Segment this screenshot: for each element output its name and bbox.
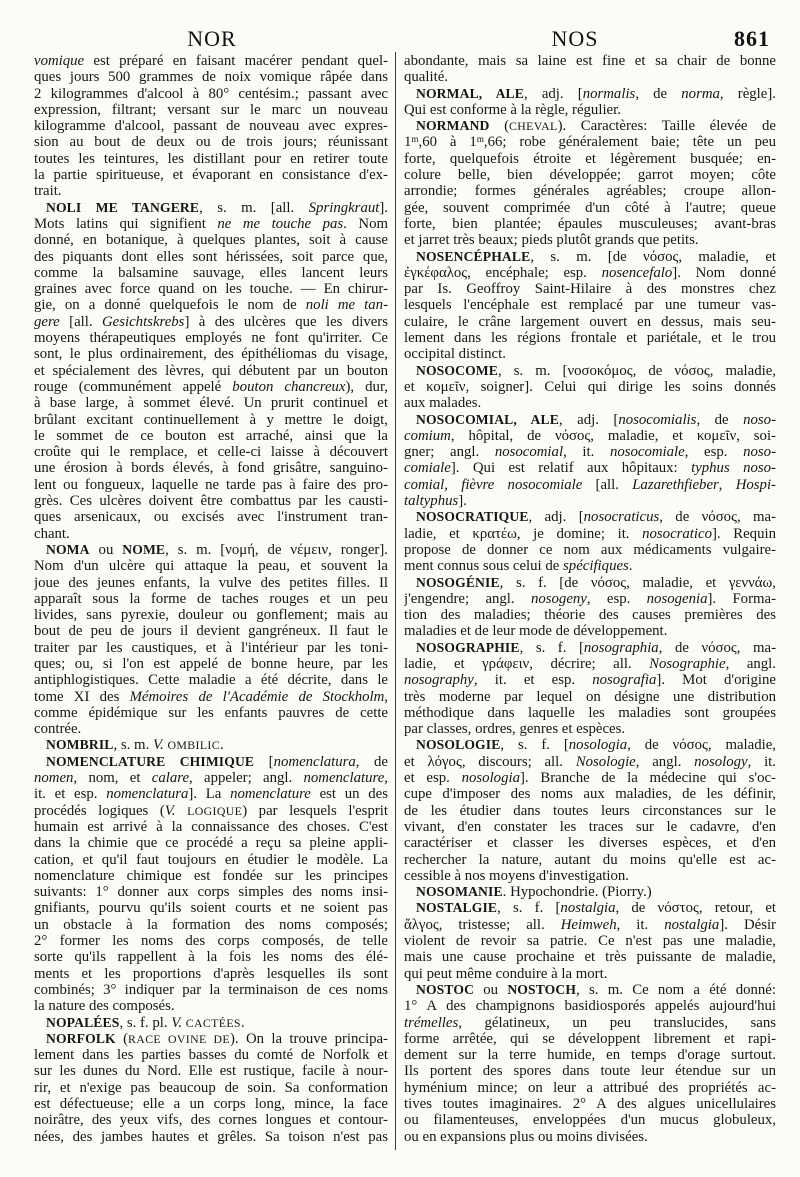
text-line: des piquants dont elles sont hérissées, soit parce que, — [34, 248, 388, 265]
text-line: cessible à nos moyens d'investigation. — [404, 867, 629, 884]
text-line: lesquels l'encéphale est remplacé par une tumeur vas- — [404, 297, 776, 314]
headword: NOSTALGIE — [416, 900, 498, 916]
headword: NORMAL, ALE — [416, 85, 524, 101]
italic-text: comium — [404, 427, 451, 444]
italic-text: V. — [152, 737, 164, 754]
text-line: est défectueuse; elle a un corps long, mince, la face — [34, 1096, 388, 1112]
text-line: mais une cause prochaine et très puissante de maladie, — [404, 949, 776, 966]
left-column — [34, 53, 388, 1145]
italic-text: nostalgia — [664, 916, 720, 933]
text-line: le sommet de ce bouton est arraché, ainsi que la — [34, 427, 388, 444]
text-line: NORMAND (CHEVAL). Caractères: Taille élevée de — [416, 118, 776, 135]
italic-text: vomique — [34, 53, 85, 69]
headword: NOSTOCH — [507, 981, 577, 997]
text-line: NOSENCÉPHALE, s. m. [de νόσος, maladie, et — [416, 248, 776, 265]
dictionary-entry — [404, 900, 776, 981]
text-line: gnifiants, pourvu qu'ils soient courts et ne soient pas — [34, 900, 388, 917]
text-line: NOLI ME TANGERE, s. m. [all. Springkraut]. — [46, 199, 388, 216]
small-caps-text: LOGIQUE — [187, 803, 243, 818]
text-line: toutes les teintures, les distillant pour en retirer toute — [34, 150, 388, 167]
text-line: gie, on a donné quelquefois le nom de noli me tan- — [34, 297, 388, 314]
text-line: graines avec force quand on les touche. — En chirur- — [34, 281, 388, 298]
italic-text: nosocomialis — [618, 411, 697, 428]
headword: NORFOLK — [46, 1030, 116, 1046]
text-line: grès. Ces ulcères doivent être combattus par les causti- — [34, 493, 388, 510]
italic-text: V. — [171, 1014, 183, 1031]
italic-text: trémelles — [404, 1014, 459, 1031]
text-line: abondante, mais sa laine est fine et sa chair de bonne — [404, 53, 776, 69]
text-line: de les étudier dans toutes leurs circonstances sur le — [404, 802, 776, 819]
dictionary-entry — [404, 737, 776, 884]
text-line: ou en expansions plus ou moins divisées. — [404, 1128, 648, 1145]
running-head-right: NOS — [551, 26, 599, 51]
continued-entry — [404, 53, 776, 86]
italic-text: Heimweh — [560, 916, 617, 933]
text-line: comme épidémique sur les enfants pauvres de cette — [34, 704, 388, 721]
text-line: gner; angl. nosocomial, it. nosocomiale, esp. noso- — [404, 444, 776, 461]
text-line: croûte qui le remplace, et celle-ci laisse à découvert — [34, 444, 388, 461]
text-line: j'engendre; angl. nosogeny, esp. nosogenia]. Forma- — [404, 590, 776, 607]
headword: NOSOCRATIQUE — [416, 509, 529, 525]
dictionary-entry — [34, 1031, 388, 1145]
headword: NOSOCOMIAL, ALE — [416, 411, 559, 427]
dictionary-entry — [404, 412, 776, 510]
headword: NOSOLOGIE — [416, 737, 501, 753]
text-line: colure belle, bien développée; garrot moyen; côte — [404, 167, 776, 184]
italic-text: nomenclatura — [273, 753, 356, 770]
text-line: une érosion à bords élevés, à fond grisâtre, sanguino- — [34, 460, 388, 477]
small-caps-text: CACTÉES — [185, 1015, 241, 1030]
text-line: NOSOCOMIAL, ALE, adj. [nosocomialis, de noso- — [416, 411, 776, 428]
text-line: par classes, ordres, genres et espèces. — [404, 721, 626, 738]
text-line: et λόγος, discours; all. Nosologie, angl. nosology, it. — [404, 753, 776, 770]
column-divider — [395, 52, 396, 1150]
text-line: ladie, et γράφειν, décrire; all. Nosographie, angl. — [404, 655, 776, 672]
text-line: comium, hôpital, de νόσος, maladie, et κομεῖν, soi- — [404, 427, 776, 444]
dictionary-entry — [404, 363, 776, 412]
text-line: aux malades. — [404, 395, 482, 412]
italic-text: nosographia — [583, 639, 659, 656]
small-caps-text: OMBILIC — [167, 738, 220, 753]
text-line: rouge (communément appelé bouton chancreux), dur, — [34, 378, 388, 395]
text-line: NOSOCOME, s. m. [νοσοκόμος, de νόσος, maladie, — [416, 362, 776, 379]
italic-text: gere — [34, 313, 60, 330]
text-line: taltyphus]. — [404, 493, 467, 510]
text-line: lent ou fongueux, laquelle ne tarde pas à faire des pro- — [34, 476, 388, 493]
italic-text: fièvre nosocomiale — [461, 476, 583, 493]
dictionary-entry — [404, 982, 776, 1145]
dictionary-entry — [34, 754, 388, 1015]
text-line: rechercher la nature, autant du moins qu'elle est ac- — [404, 851, 776, 868]
headword: NOLI ME TANGERE — [46, 199, 200, 215]
text-line: forme arrêtée, qui se développent librement et rapi- — [404, 1030, 776, 1047]
italic-text: nomenclature — [303, 770, 385, 787]
text-line: gée, souvent comprimée d'un côté à l'autre; queue — [404, 199, 776, 216]
text-line: sion au bout de deux ou de trois jours; réunissant — [34, 134, 388, 151]
text-line: la nature des composés. — [34, 998, 175, 1015]
text-line: ἐγκέφαλος, encéphale; esp. nosencefalo]. Nom donné — [404, 264, 776, 281]
text-line: apparaît sous la forme de taches rouges et un peu — [34, 590, 388, 607]
italic-text: nosencefalo — [601, 264, 673, 281]
text-line: nomen, nom, et calare, appeler; angl. nomenclature, — [34, 770, 388, 787]
text-line: Ils portent des spores dans toute leur étendue sur un — [404, 1063, 776, 1080]
text-line: kilogramme d'alcool, passant de nouveau avec expres- — [34, 118, 388, 135]
text-line: trémelles, gélatineux, un peu translucides, sans — [404, 1014, 776, 1031]
italic-text: nosografia — [592, 672, 657, 689]
text-line: et spécialement des lèvres, qui débutent par un bouton — [34, 362, 388, 379]
italic-text: noso- — [743, 444, 776, 461]
italic-text: nomen — [34, 770, 74, 787]
small-caps-text: RACE OVINE DE — [128, 1031, 230, 1046]
text-line: dans la chimie que ce procédé a reçu sa pleine appli- — [34, 835, 388, 852]
italic-text: V. — [164, 802, 176, 819]
text-line: combinés; 3° indiquer par la terminaison de ces noms — [34, 981, 388, 998]
italic-text: Mémoires de l'Académie de Stockholm — [129, 688, 385, 705]
dictionary-entry — [404, 509, 776, 574]
text-line: ladie, et κρατέω, je domine; it. nosocratico]. Requin — [404, 525, 776, 542]
text-line: comial, fièvre nosocomiale [all. Lazarethfieber, Hospi- — [404, 476, 776, 493]
italic-text: nosocomiale — [609, 444, 685, 461]
italic-text: nomenclatura — [106, 786, 189, 803]
text-line: propose de donner ce nom aux médicaments vulgaire- — [404, 541, 776, 558]
text-line: 2° former les noms des corps composés, de telle — [34, 933, 388, 950]
italic-text: nosogeny — [530, 590, 587, 607]
text-line: ou filamenteuses, enveloppées d'un mucus globuleux, — [404, 1112, 776, 1129]
text-line: procédés logiques (V. LOGIQUE) par lesquels l'esprit — [34, 802, 388, 819]
italic-text: nostalgia — [560, 900, 616, 917]
text-line: 1$^m$,60 à 1$^m$,66; robe généralement baie; tête un peu — [404, 133, 776, 151]
text-line: cation, et qu'il faut toujours en étudier le modèle. La — [34, 851, 388, 868]
text-line: NOSOCRATIQUE, adj. [nosocraticus, de νόσος, ma- — [416, 509, 776, 526]
italic-text: Hospi- — [735, 476, 776, 493]
text-line: sorte qu'ils rappellent à la fois les noms des élé- — [34, 949, 388, 966]
text-line: gere [all. Gesichtskrebs] à des ulcères que les divers — [34, 313, 388, 330]
italic-text: nosography — [404, 672, 474, 689]
headword: NOSENCÉPHALE — [416, 248, 531, 264]
headword: NOME — [122, 541, 166, 557]
text-line: occipital distinct. — [404, 346, 506, 363]
text-line: méthodique dans laquelle les maladies sont groupées — [404, 704, 776, 721]
text-line: rir, et n'exige pas beaucoup de soin. Sa conformation — [34, 1079, 388, 1096]
text-line: nées, des jambes hautes et grêles. Sa toison n'est pas — [34, 1128, 388, 1145]
text-line: comme la balsamine sauvage, elles lancent leurs — [34, 264, 388, 281]
text-line: chant. — [34, 525, 70, 542]
italic-text: Nosologie — [575, 753, 636, 770]
italic-text: nosologia — [461, 770, 520, 787]
text-line: expression, filtrant; versant sur le marc un nouveau — [34, 101, 388, 118]
text-line: donné, en botanique, à quelques plantes, soit à cause — [34, 232, 388, 249]
text-line: NOPALÉES, s. f. pl. V. CACTÉES. — [46, 1014, 245, 1031]
text-line: antiphlogistiques. Cette maladie a été décrite, dans le — [34, 672, 388, 689]
text-line: livides, sans pyrexie, douleur ou gonflement; mais au — [34, 607, 388, 624]
italic-text: noli me tan- — [305, 297, 388, 314]
text-line: NOSOLOGIE, s. f. [nosologia, de νόσος, maladie, — [416, 737, 776, 754]
text-line: cupe d'imposer des noms aux maladies, de les définir, — [404, 786, 776, 803]
text-line: NOSTALGIE, s. f. [nostalgia, de νόστος, retour, et — [416, 900, 776, 917]
superscript: m — [476, 133, 484, 144]
text-line: et jarret très beaux; pieds plutôt grands que petits. — [404, 232, 699, 249]
running-head-left: NOR — [187, 26, 237, 51]
headword: NOSOGÉNIE — [416, 574, 500, 590]
italic-text: Gesichtskrebs — [101, 313, 185, 330]
text-line: suivants: 1° donner aux corps simples des noms insi- — [34, 884, 388, 901]
text-line: NORMAL, ALE, adj. [normalis, de norma, règle]. — [416, 85, 776, 102]
italic-text: nosocraticus — [583, 509, 660, 526]
text-line: à base large, à sommet élevé. Un prurit continuel et — [34, 395, 388, 412]
text-line: sont, le plus ordinairement, des épithéliomas du visage, — [34, 346, 388, 363]
dictionary-entry — [404, 86, 776, 119]
dictionary-entry — [34, 200, 388, 542]
text-line: forte, quelquefois étroite et légèrement busquée; en- — [404, 150, 776, 167]
dictionary-entry — [34, 1015, 388, 1031]
text-line: moyens thérapeutiques employés ne font qu'irriter. Ce — [34, 330, 388, 347]
italic-text: bouton chancreux — [232, 378, 346, 395]
text-line: lement dans les parties basses du comté de Norfolk et — [34, 1047, 388, 1064]
text-line: brûlant excitant continuellement à y mettre le doigt, — [34, 411, 388, 428]
italic-text: nosologia — [568, 737, 628, 754]
italic-text: Springkraut — [308, 199, 380, 216]
text-line: tives toutes imaginaires. 2° A des algues unicellulaires — [404, 1096, 776, 1112]
italic-text: noso- — [743, 411, 776, 428]
italic-text: nomenclature — [230, 786, 311, 803]
headword: NOSOCOME — [416, 362, 498, 378]
text-line: NOSOGRAPHIE, s. f. [nosographia, de νόσος, ma- — [416, 639, 776, 656]
text-line: NOMBRIL, s. m. V. OMBILIC. — [46, 737, 224, 754]
italic-text: nosocratico — [642, 525, 712, 542]
text-line: Mots latins qui signifient ne me touche pas. Nom — [34, 215, 388, 232]
text-line: qualité. — [404, 69, 448, 86]
dictionary-entry — [34, 737, 388, 753]
text-line: arrondie; formes générales agréables; croupe allon- — [404, 183, 776, 200]
italic-text: spécifiques — [563, 558, 629, 575]
text-line: 1° A des champignons basidiosporés appelés aujourd'hui — [404, 998, 776, 1015]
dictionary-entry — [404, 118, 776, 248]
text-line: et κομεῖν, soigner]. Celui qui dirige les soins donnés — [404, 378, 776, 395]
text-line: lement dans les régions frontale et pariétale, et le trou — [404, 330, 776, 347]
text-line: it. et esp. nomenclatura]. La nomenclature est un des — [34, 786, 388, 803]
italic-text: Lazarethfieber — [632, 476, 719, 493]
text-line: ques; ou, si l'on est appelé de bonne heure, par les — [34, 655, 388, 672]
text-line: traiter par les caustiques, et à l'intérieur par les toni- — [34, 639, 388, 656]
text-line: ques jours 500 grammes de noix vomique râpée dans — [34, 69, 388, 86]
headword: NOSTOC — [416, 981, 475, 997]
text-line: qui peut même conduire à la mort. — [404, 965, 608, 982]
text-line: tome XI des Mémoires de l'Académie de Stockholm, — [34, 688, 388, 705]
italic-text: calare — [151, 770, 190, 787]
text-line: vivant, d'en constater les traces sur le cadavre, d'en — [404, 818, 776, 835]
text-line: un obstacle à la formation des noms composés; — [34, 916, 388, 933]
headword: NOMBRIL — [46, 737, 114, 753]
text-line: ques arsenicaux, ou excisés avec l'instrument tran- — [34, 509, 388, 526]
headword: NOMENCLATURE CHIMIQUE — [46, 753, 255, 769]
dictionary-entry — [404, 884, 776, 900]
headword: NOMA — [46, 541, 90, 557]
text-line: NORFOLK (RACE OVINE DE). On la trouve principa- — [46, 1030, 388, 1047]
text-line: Nom d'un ulcère qui attaque la peau, et souvent la — [34, 558, 388, 575]
text-line: contrée. — [34, 721, 82, 738]
text-line: noirâtre, des yeux vifs, des cornes longues et contour- — [34, 1112, 388, 1129]
text-line: dement sur la terre humide, en temps d'orage surtout. — [404, 1047, 776, 1064]
headword: NOSOGRAPHIE — [416, 639, 520, 655]
text-line: ment connus sous celui de spécifiques. — [404, 558, 633, 575]
text-line: violent de revoir sa patrie. Ce n'est pas une maladie, — [404, 933, 776, 950]
text-line: ments et les proportions d'après lesquelles ils sont — [34, 965, 388, 982]
italic-text: nosogenia — [646, 590, 708, 607]
italic-text: comiale — [404, 460, 451, 477]
text-line: hyménium mince; on leur a attribué des propriétés ac- — [404, 1079, 776, 1096]
dictionary-entry — [404, 640, 776, 738]
text-line: très moderne par lequel on désigne une distribution — [404, 688, 776, 705]
page-number: 861 — [734, 26, 770, 51]
superscript: m — [411, 133, 419, 144]
text-line: la partie spiritueuse, et évaporant en consistance d'ex- — [34, 167, 388, 184]
italic-text: Nosographie — [649, 655, 726, 672]
text-line: caractériser et classer les diverses espèces, et d'en — [404, 835, 776, 852]
italic-text: taltyphus — [404, 493, 459, 510]
headword: NOSOMANIE — [416, 884, 503, 900]
text-line: NOMA ou NOME, s. m. [νομή, de νέμειν, ronger]. — [46, 541, 388, 558]
text-line: Qui est conforme à la règle, régulier. — [404, 101, 621, 118]
continued-entry — [34, 53, 388, 200]
text-line: forte, bien plantée; épaules musculeuses; avant-bras — [404, 215, 776, 232]
text-line: 2 kilogrammes d'alcool à 80° centésim.; passant avec — [34, 85, 388, 102]
italic-text: norma — [681, 85, 720, 102]
text-line: bout de peu de jours il devient gangréneux. Il faut le — [34, 623, 388, 640]
italic-text: nosology — [694, 753, 748, 770]
text-line: joue des jeunes enfants, la vulve des petites filles. Il — [34, 574, 388, 591]
text-line: et esp. nosologia]. Branche de la médecine qui s'oc- — [404, 770, 776, 787]
text-line: NOSOGÉNIE, s. f. [de νόσος, maladie, et γεννάω, — [416, 574, 776, 591]
text-line: NOMENCLATURE CHIMIQUE [nomenclatura, de — [46, 753, 388, 770]
text-line: par Is. Geoffroy Saint-Hilaire à des monstres chez — [404, 281, 776, 298]
text-line: maladies et de leur mode de développement. — [404, 623, 668, 640]
italic-text: ne me touche pas — [217, 215, 344, 232]
text-line: nosography, it. et esp. nosografia]. Mot d'origine — [404, 672, 776, 689]
small-caps-text: CHEVAL — [509, 119, 558, 134]
text-line: comiale]. Qui est relatif aux hôpitaux: typhus noso- — [404, 460, 776, 477]
headword: NOPALÉES — [46, 1014, 120, 1030]
text-line: ἄλγος, tristesse; all. Heimweh, it. nostalgia]. Désir — [404, 916, 776, 933]
right-column — [404, 53, 776, 1145]
italic-text: typhus noso- — [691, 460, 776, 477]
headword: NORMAND — [416, 118, 490, 134]
dictionary-entry — [404, 249, 776, 363]
text-line: sur les dunes du Nord. Elle est rustique, facile à nour- — [34, 1063, 388, 1080]
text-line: trait. — [34, 183, 62, 200]
italic-text: nosocomial — [494, 444, 564, 461]
text-line: vomique est préparé en faisant macérer pendant quel- — [34, 53, 388, 69]
dictionary-entry — [404, 575, 776, 640]
text-line: NOSTOC ou NOSTOCH, s. m. Ce nom a été donné: — [416, 981, 776, 998]
italic-text: comial — [404, 476, 445, 493]
text-line: tion des maladies; théorie des causes premières des — [404, 607, 776, 624]
dictionary-entry — [34, 542, 388, 738]
text-line: humain est arrivé à la connaissance des choses. C'est — [34, 818, 388, 835]
italic-text: normalis — [582, 85, 636, 102]
text-line: culaire, le crâne largement ouvert en dessus, mais seu- — [404, 313, 776, 330]
text-line: NOSOMANIE. Hypochondrie. (Piorry.) — [416, 884, 652, 901]
text-line: nomenclature chimique est fondée sur les principes — [34, 867, 388, 884]
